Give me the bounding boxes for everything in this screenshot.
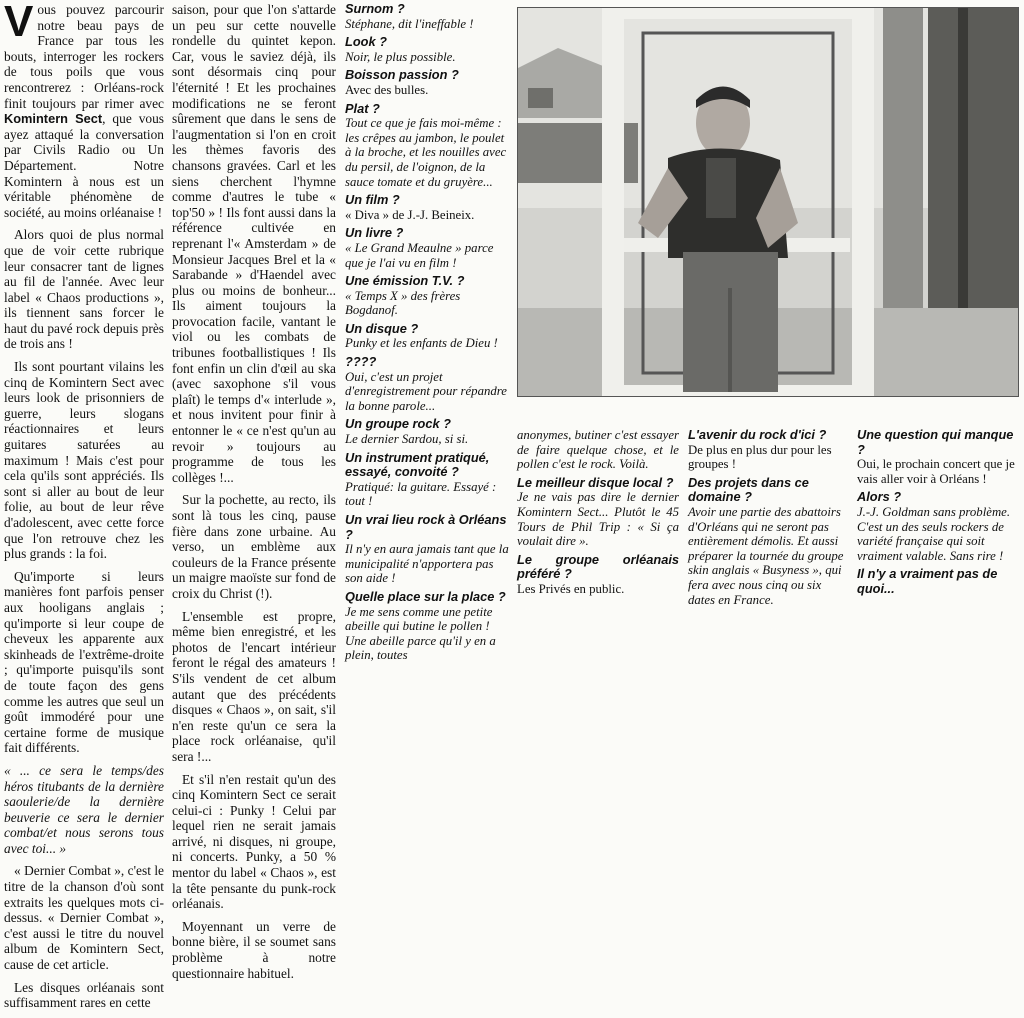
qa-item: ???? Oui, c'est un projet d'enregistrement pour répandre la bonne parole... — [345, 354, 507, 413]
qa-item: Alors ? J.-J. Goldman sans problème. C'est un des seuls rockers de variété française qui soit vraiment valable. Sans rire ! — [857, 489, 1011, 563]
qa-item: Un instrument pratiqué, essayé, convoité ? Pratiqué: la guitare. Essayé : tout ! — [345, 449, 497, 509]
qa-item: L'avenir du rock d'ici ? De plus en plus dur pour les groupes ! — [688, 427, 832, 472]
questionnaire-column-1 — [345, 2, 509, 667]
qa-item: Un livre ? « Le Grand Meaulne » parce que je l'ai vu en film ! — [345, 225, 494, 270]
questionnaire-column-4 — [857, 428, 1019, 597]
qa-item: Un disque ? Punky et les enfants de Dieu ! — [345, 320, 498, 351]
article-column-2 — [172, 2, 336, 988]
qa-group — [517, 476, 679, 597]
paragraph: « Dernier Combat », c'est le titre de la chanson d'où sont extraits les quelques mots ci-dessus. « Dernier Combat », c'est aussi le titre du nouvel album de Komintern Sect, cause de cet article. — [4, 863, 164, 973]
paragraph: Sur la pochette, au recto, ils sont là tous les cinq, pause fière dans zone urbaine. Au verso, un emblème aux couleurs de la France présente un maigre maoïste sur fond de croix du Christ (!). — [172, 492, 336, 601]
photo-illustration — [518, 8, 1018, 396]
qa-item: Une émission T.V. ? « Temps X » des frères Bogdanof. — [345, 273, 465, 318]
paragraph: Ils sont pourtant vilains les cinq de Komintern Sect avec leurs look de prisonniers de guerre, leurs slogans réactionnaires et leurs guitares saturées au maximum ! Mais c'est pour cela qu'ils sont appréciés. Ils sont si aller au bout de leur folie, au bout de leur rêve d'adolescent, avec cette force que l'on retrouve chez les plus grands : la foi. — [4, 359, 164, 562]
song-quote: « ... ce sera le temps/des héros titubants de la dernière saoulerie/de la dernière beuverie ce sera le dernier combat/et nous serons tous avec toi... » — [4, 762, 164, 856]
qa-item: Plat ? Tout ce que je fais moi-même : les crêpes au jambon, le poulet à la broche, et les nouilles avec du persil, de l'oignon, de la sauce tomate et du gruyère... — [345, 100, 507, 189]
qa-item: Le groupe orléanais préféré ? Les Privés en public. — [517, 551, 679, 596]
paragraph: Et s'il n'en restait qu'un des cinq Komintern Sect ce serait celui-ci : Punky ! Celui par lequel rien ne serait jamais arrivé, ni disques, ni groupe, ni concerts. Punky, a 50 % mentor du label « Chaos », est la tête pensante du punk-rock orléanais. — [172, 771, 336, 912]
qa-item: Look ? Noir, le plus possible. — [345, 34, 456, 64]
paragraph: saison, pour que l'on s'attarde un peu sur cette nouvelle rondelle du quintet kepon. Car, vous le saviez déjà, ils sont désormais cinq pour l'éternité ! Et les prochaines modifications ne se feront sûrement que dans le sens de l'augmentation si l'on en croit les thèmes favoris des chansons gravées. Carl et les siens cherchent l'hymne comme d'autres le tube « top'50 » ! Ils font aussi dans la référence cultivée en reprenant l'« Amsterdam » de Monsieur Jacques Brel et la « Sarabande » d'Haendel avec plus ou moins de bonheur... Ils aiment toujours la provocation facile, vantant le viol ou les combats de tribunes footballistiques ! Ils font enfin un clin d'œil au ska (avec saxophone s'il vous plaît) le temps d'« interlude », et nous invitent pour finir à entonner le « ce n'est qu'un au revoir » toujours au programme de tous les collèges !... — [172, 2, 336, 485]
qa-item: Une question qui manque ? Oui, le prochain concert que je vais aller voir à Orléans ! — [857, 427, 1015, 486]
paragraph: Moyennant un verre de bonne bière, il se soumet sans problème à notre questionnaire habituel. — [172, 918, 336, 981]
band-member-photo — [517, 7, 1019, 397]
band-name: Komintern Sect — [4, 111, 103, 127]
qa-item: Surnom ? Stéphane, dit l'ineffable ! — [345, 1, 474, 31]
questionnaire-column-3 — [688, 428, 848, 611]
qa-item: Un vrai lieu rock à Orléans ? Il n'y en aura jamais tant que la municipalité n'apportera pas son aide ! — [345, 512, 509, 586]
paragraph: Les disques orléanais sont suffisamment rares en cette — [4, 979, 164, 1011]
qa-item: Boisson passion ? Avec des bulles. — [345, 67, 459, 97]
drop-cap: V — [4, 0, 34, 46]
qa-item: Le meilleur disque local ? Je ne vais pas dire le dernier Komintern Sect... Plutôt le 45 Tours de Phil Trip : « Si ça voulait dire ». — [517, 474, 679, 549]
qa-continuation: anonymes, butiner c'est essayer de faire quelque chose, et le pollen c'est le rock. Voilà. — [517, 428, 679, 472]
intro-paragraph: Vous pouvez parcourir notre beau pays de France par tous les bouts, interroger les rockers de tous poils que vous rencontrerez : Orléans-rock finit toujours par rimer avec Komintern Sect, que vous ayez attaqué la conversation par Civils Radio ou Un Département. Notre Komintern à nous est un véritable phénomène de société, au moins orléanaise ! — [4, 0, 164, 220]
closing-line: Il n'y a vraiment pas de quoi... — [857, 566, 998, 596]
article-column-1 — [4, 2, 164, 1018]
qa-item: Quelle place sur la place ? Je me sens comme une petite abeille qui butine le pollen ! Une abeille parce qu'il y en a plein, toutes — [345, 588, 506, 663]
qa-item: Des projets dans ce domaine ? Avoir une partie des abattoirs d'Orléans qui ne seront pas entièrement démolis. Et aussi préparer la tournée du groupe skin anglais « Busyness », qui fera avec nous cinq ou six dates en France. — [688, 474, 844, 607]
paragraph: Qu'importe si leurs manières font parfois penser aux hooligans anglais ; qu'importe si leur coupe de cheveux les apparente aux skinheads de l'extrême-droite ; qu'importe puisqu'ils sont de toute façon des gens comme les autres que seul un goût immodéré pour une certaine forme de musique fait différents. — [4, 568, 164, 756]
paragraph: Alors quoi de plus normal que de voir cette rubrique leur consacrer tant de lignes au fil de l'année. Avec leur label « Chaos productions », ils tiennent sans forcer le haut du pavé rock depuis près de trois ans ! — [4, 227, 164, 352]
paragraph: L'ensemble est propre, même bien enregistré, et les photos de l'encart intérieur feront le régal des amateurs ! S'ils vendent de cet album autant que des précédents disques « Chaos », on sait, s'il n'en reste qu'un ce sera la place rock orléanaise, qu'il sera !... — [172, 608, 336, 764]
questionnaire-column-2 — [517, 428, 679, 601]
qa-item: Un groupe rock ? Le dernier Sardou, si si. — [345, 416, 469, 447]
qa-item: Un film ? « Diva » de J.-J. Beineix. — [345, 192, 475, 222]
